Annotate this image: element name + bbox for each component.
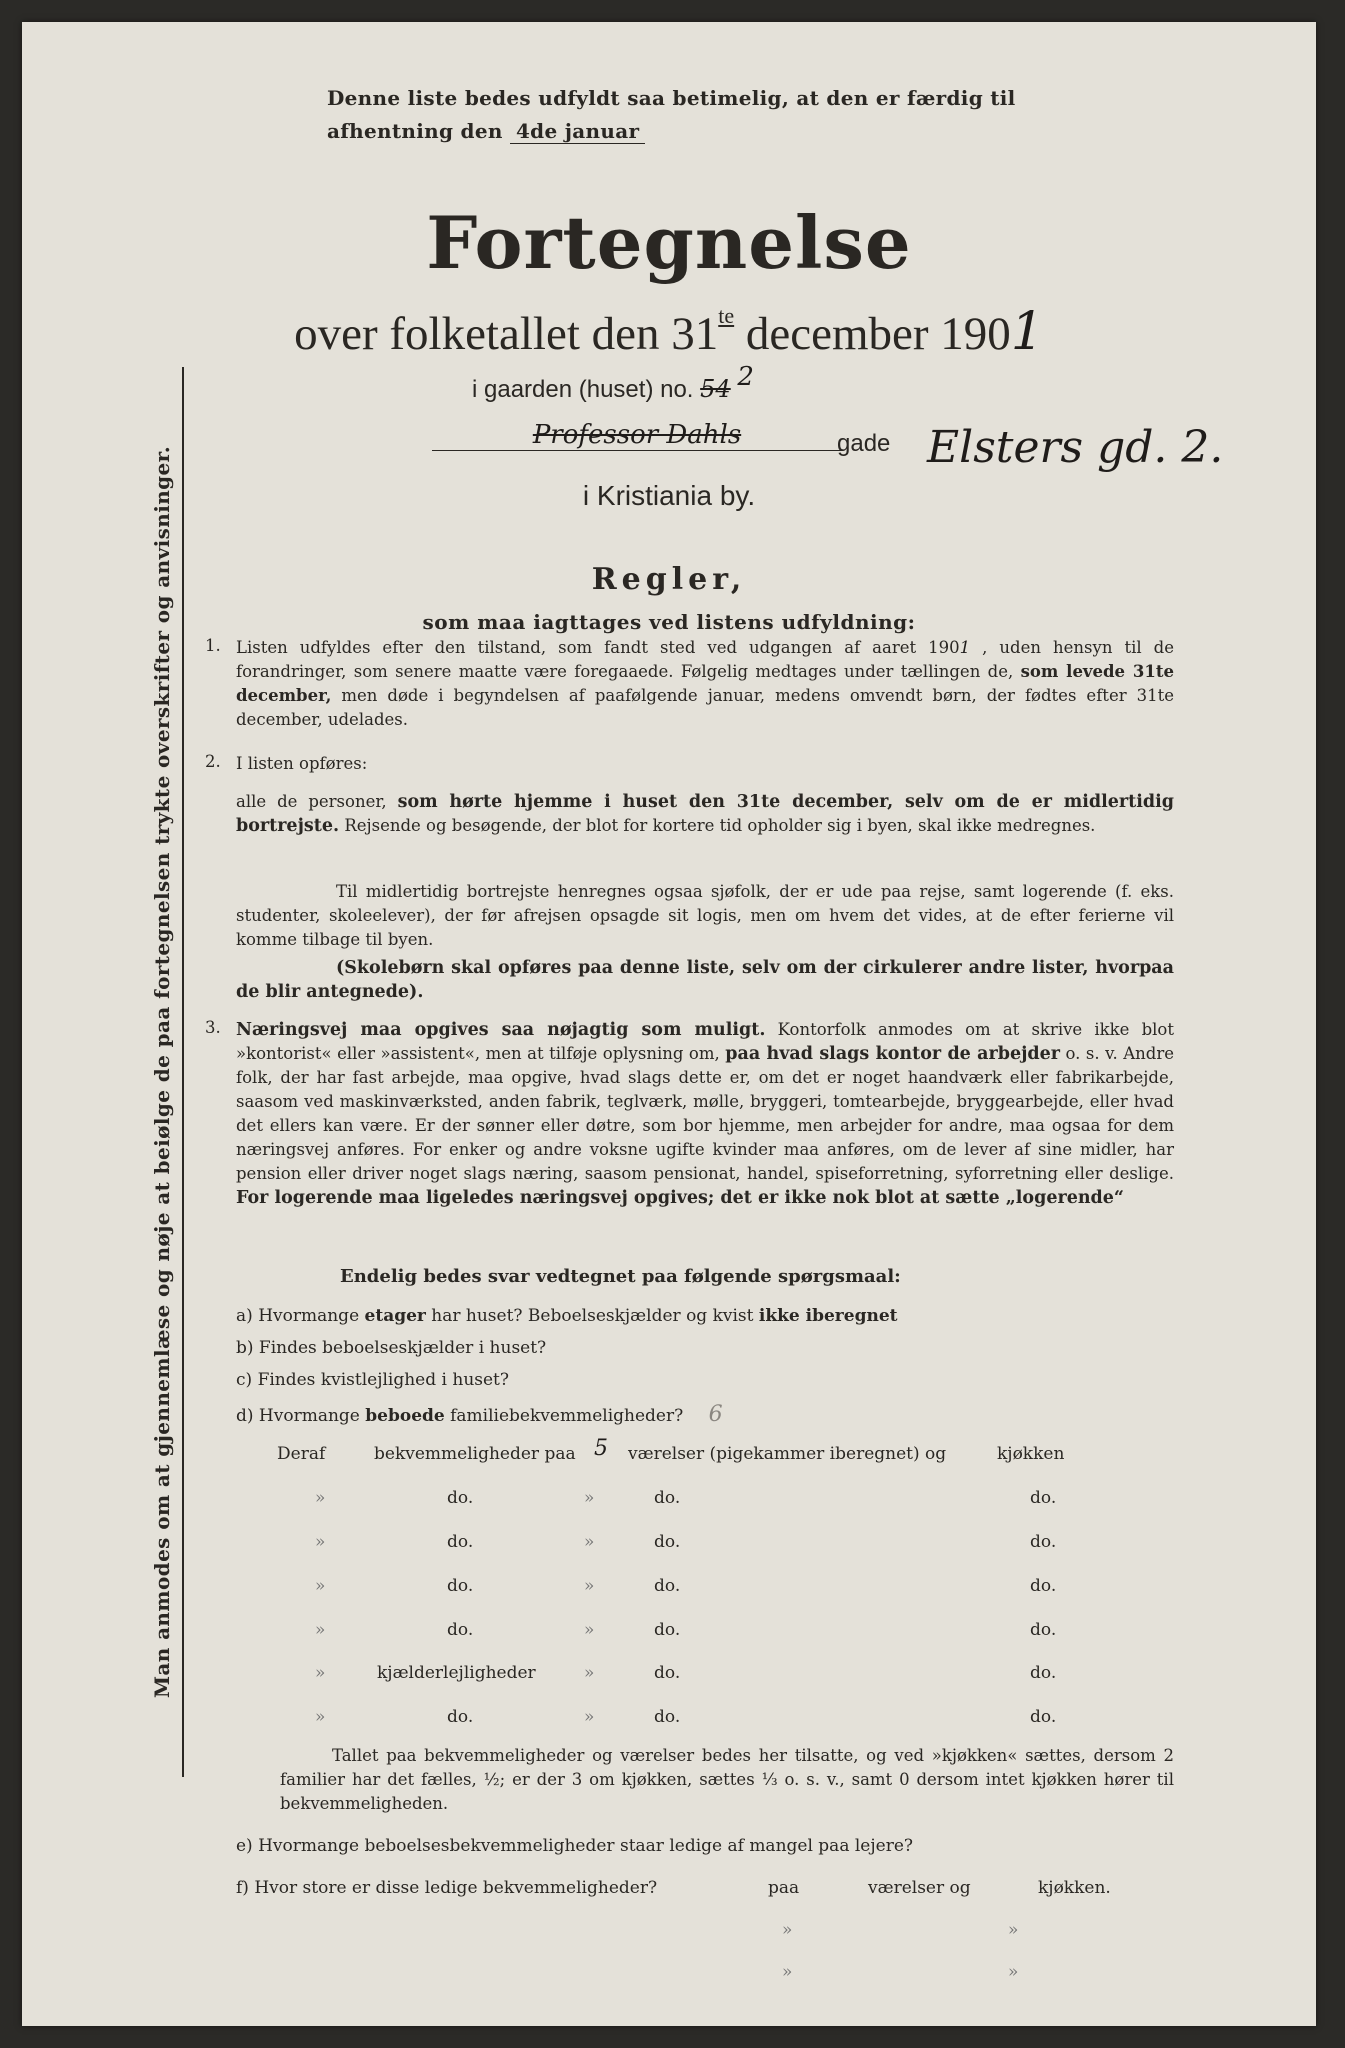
rule-3 (236, 1018, 1174, 1210)
rule-3-bold-b: paa hvad slags kontor de arbejder (725, 1044, 1061, 1064)
row-vaerelser-cell: do. (654, 1532, 681, 1552)
row-quote-mark: » (315, 1488, 326, 1508)
rule-3-text-b: o. s. v. Andre folk, der har fast arbejde, maa opgive, hvad slags dette er, om det er noget haandværk eller fabrikarbejde, saasom ved maskinværksted, anden fabrik, teglværk, mølle, bryggeri, tomtearbejde, bryggearbejde, eller hvad det ellers kan være. Er der sønner eller døtre, som bor hjemme, men arbejder for andre, maa ogsaa for dem næringsvej anføres. For enker og andre voksne ugifte kvinder maa anføres, om de lever af sine midler, har pension eller driver noget slags næring, saasom pensionat, handel, spiseforretning, syforretning eller deslige. (236, 1044, 1174, 1183)
question-f-vaerelser: værelser og (868, 1878, 971, 1898)
row-kjokken-cell: do. (1030, 1576, 1057, 1596)
row-quote-mark: » (584, 1663, 595, 1683)
rule-2-paragraph-2: Til midlertidig bortrejste henregnes ogsaa sjøfolk, der er ude paa rejse, samt logerende (f. eks. studenter, skoleelever), der før afrejsen opsagde sit logis, men om hvem det vides, at de efter ferierne vil komme tilbage til byen. (236, 882, 1174, 949)
question-c-text: Findes kvistlejlighed i huset? (257, 1370, 510, 1390)
city-line: i Kristiania by. (582, 480, 756, 511)
question-f (236, 1878, 657, 1898)
question-d-handwritten: 6 (708, 1402, 723, 1427)
street-struck: Professor Dahls (532, 420, 742, 450)
rule-1-handwritten-year: 1 (959, 638, 971, 657)
table-note: Tallet paa bekvemmeligheder og værelser bedes her tilsatte, og ved »kjøkken« sættes, dersom 2 familier har det fælles, ½; er der 3 om kjøkken, sættes ⅓ o. s. v., samt 0 dersom intet kjøkken hører til bekvemmeligheden. (280, 1746, 1174, 1813)
row-vaerelser-cell: do. (654, 1663, 681, 1683)
subtitle-sup: te (718, 303, 735, 328)
row-vaerelser-cell: do. (654, 1488, 681, 1508)
row-kjokken-cell: do. (1030, 1707, 1057, 1727)
notice-line-1: Denne liste bedes udfyldt saa betimelig, at den er færdig til (327, 86, 1016, 110)
question-e-label: e) (236, 1836, 253, 1856)
rule-2-bold: som hørte hjemme i huset den 31te december, selv om de er midlertidig bortrejste. (236, 792, 1175, 836)
sidebar-text: Man anmodes om at gjennemlæse og nøje at beiølge de paa fortegnelsen trykte overskrifter og anvisninger. (150, 445, 174, 1699)
notice-line-2-prefix: afhentning den (327, 119, 503, 143)
question-b (236, 1338, 546, 1358)
rule-1-text-c: men døde i begyndelsen af paafølgende januar, medens omvendt børn, der fødtes efter 31te december, udelades. (236, 686, 1175, 729)
form-subtitle (22, 302, 1316, 362)
question-b-text: Findes beboelseskjælder i huset? (258, 1338, 547, 1358)
street-handwritten: Elsters gd. 2. (927, 422, 1224, 473)
question-d-text: Hvormange (258, 1406, 360, 1426)
table-header-vaer: værelser (pigekammer iberegnet) og (628, 1444, 947, 1464)
rule-3-bold-c: For logerende maa ligeledes næringsvej opgives; det er ikke nok blot at sætte „logerende“ (236, 1188, 1124, 1208)
question-b-label: b) (236, 1338, 254, 1358)
question-e (236, 1836, 913, 1856)
question-f-paa: paa (768, 1878, 800, 1898)
form-title: Fortegnelse (426, 200, 912, 285)
rules-subheading: som maa iagttages ved listens udfyldning: (422, 610, 916, 634)
row-quote-mark: » (315, 1620, 326, 1640)
rules-heading: Regler, (591, 562, 747, 597)
table-header-handwritten: 5 (594, 1436, 608, 1461)
rule-3-number: 3. (205, 1018, 221, 1037)
question-a-label: a) (236, 1306, 253, 1326)
question-d-text-2: familiebekvemmeligheder? (450, 1406, 684, 1426)
row-bekv-cell: do. (447, 1532, 474, 1552)
row-vaerelser-cell: do. (654, 1576, 681, 1596)
rule-2-number: 2. (205, 752, 221, 771)
footer-mark: » (1008, 1962, 1019, 1982)
row-bekv-cell: do. (447, 1488, 474, 1508)
question-a-bold-2: ikke iberegnet (758, 1306, 898, 1326)
question-f-text: Hvor store er disse ledige bekvemmeligheder? (254, 1878, 658, 1898)
footer-mark: » (1008, 1920, 1019, 1940)
question-e-text: Hvormange beboelsesbekvemmeligheder staar ledige af mangel paa lejere? (258, 1836, 913, 1856)
footer-mark: » (782, 1920, 793, 1940)
question-d (236, 1402, 723, 1427)
rule-2-head: I listen opføres: (236, 754, 368, 773)
question-a (236, 1306, 898, 1326)
handwritten-year: 1 (1010, 302, 1044, 362)
question-c (236, 1370, 509, 1390)
rule-2-body (236, 790, 1174, 838)
subtitle-prefix: over folketallet den 31 (294, 308, 719, 360)
row-kjokken-cell: do. (1030, 1488, 1057, 1508)
house-number-handwritten: 2 (737, 362, 754, 392)
rule-1-number: 1. (205, 636, 221, 655)
house-number-line (472, 362, 754, 404)
question-d-bold: beboede (365, 1406, 445, 1426)
row-bekv-cell: do. (447, 1620, 474, 1640)
rule-1 (236, 636, 1174, 732)
census-form-page (22, 22, 1316, 2026)
gade-label: gade (837, 430, 891, 457)
question-a-text: Hvormange (258, 1306, 360, 1326)
header-notice (327, 82, 1167, 148)
row-quote-mark: » (315, 1576, 326, 1596)
row-quote-mark: » (584, 1576, 595, 1596)
footer-mark: » (782, 1962, 793, 1982)
questions-intro: Endelig bedes svar vedtegnet paa følgende spørgsmaal: (340, 1266, 901, 1287)
table-header-deraf: Deraf (277, 1444, 326, 1464)
rule-3-bold-a: Næringsvej maa opgives saa nøjagtig som muligt. (236, 1020, 766, 1040)
question-a-bold: etager (364, 1306, 426, 1326)
row-vaerelser-cell: do. (654, 1707, 681, 1727)
notice-line-2 (327, 115, 1167, 148)
row-quote-mark: » (315, 1707, 326, 1727)
rule-1-bold: som levede 31te december, (236, 662, 1174, 705)
row-quote-mark: » (584, 1488, 595, 1508)
table-header-kjok: kjøkken (997, 1444, 1065, 1464)
pickup-date: 4de januar (510, 119, 645, 144)
row-quote-mark: » (315, 1532, 326, 1552)
table-header-bekv: bekvemmeligheder paa (374, 1444, 576, 1464)
row-kjokken-cell: do. (1030, 1620, 1057, 1640)
row-vaerelser-cell: do. (654, 1620, 681, 1640)
rule-2-text-a: alle de personer, (236, 792, 387, 811)
row-quote-mark: » (584, 1707, 595, 1727)
rule-1-text-a: Listen udfyldes efter den tilstand, som fandt sted ved udgangen af aaret 190 (236, 638, 960, 657)
rule-2-paragraph-3: (Skolebørn skal opføres paa denne liste, selv om der cirkulerer andre lister, hvorpaa de blir antegnede). (236, 958, 1174, 1002)
row-quote-mark: » (315, 1663, 326, 1683)
row-quote-mark: » (584, 1620, 595, 1640)
question-f-label: f) (236, 1878, 249, 1898)
house-number-struck: 54 (700, 375, 731, 403)
row-kjokken-cell: do. (1030, 1532, 1057, 1552)
subtitle-suffix: december 190 (745, 308, 1011, 360)
question-a-text-2: har huset? Beboelseskjælder og kvist (431, 1306, 754, 1326)
rule-2-text-b: Rejsende og besøgende, der blot for kortere tid opholder sig i byen, skal ikke medregnes. (344, 816, 1096, 835)
row-quote-mark: » (584, 1532, 595, 1552)
rule-1-text-b: , uden hensyn til de forandringer, som senere maatte være foregaaede. Følgelig medtages under tællingen de, (236, 638, 1174, 681)
house-label: i gaarden (huset) no. (472, 376, 694, 403)
question-c-label: c) (236, 1370, 253, 1390)
street-field (432, 420, 842, 451)
row-kjokken-cell: do. (1030, 1663, 1057, 1683)
rule-3-text-a: Kontorfolk anmodes om at skrive ikke blot »kontorist« eller »assistent«, men at tilføje oplysning om, (236, 1020, 1174, 1063)
row-bekv-cell: kjælderlejligheder (377, 1663, 536, 1683)
row-bekv-cell: do. (447, 1707, 474, 1727)
question-f-kjokken: kjøkken. (1038, 1878, 1111, 1898)
question-d-label: d) (236, 1406, 254, 1426)
row-bekv-cell: do. (447, 1576, 474, 1596)
